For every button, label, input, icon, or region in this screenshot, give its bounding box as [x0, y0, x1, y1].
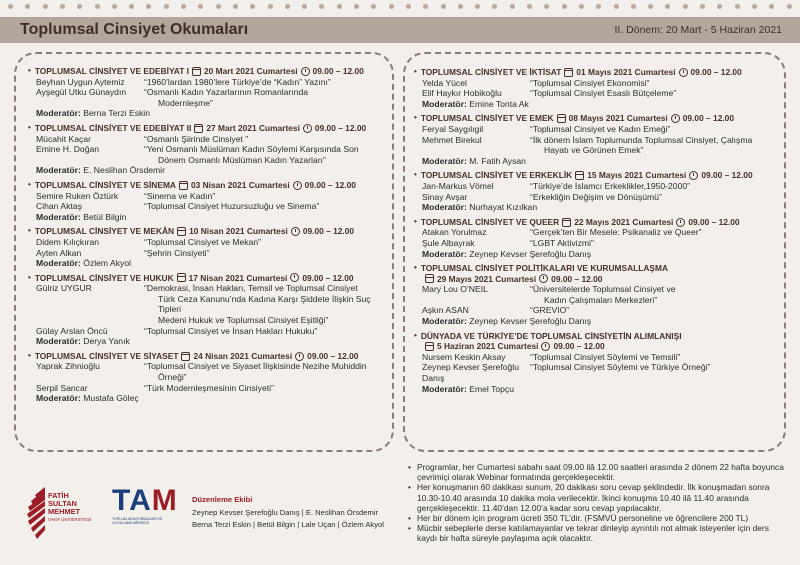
organizing-team	[192, 494, 384, 532]
tam-word-a: TA	[112, 484, 152, 517]
section-title: DÜNYADA VE TÜRKİYE’DE TOPLUMSAL CİNSİYETİN ALIMLANIŞI	[420, 330, 682, 341]
talk-row	[28, 283, 388, 294]
speaker-name	[28, 372, 144, 383]
calendar-icon	[181, 352, 190, 361]
calendar-icon	[562, 218, 571, 227]
talk-row	[414, 135, 784, 146]
talk-row	[28, 77, 388, 88]
talk-title: Türk Ceza Kanunu’nda Kadına Karşı Şiddete İlişkin Suç Tipleri	[158, 293, 371, 315]
speaker-name: Sinay Avşar	[422, 191, 468, 202]
dot	[354, 4, 359, 9]
clock-icon	[295, 352, 304, 361]
moderator-line: Moderatör: M. Fatih Aysan	[422, 155, 526, 166]
speaker-name: Mary Lou O’NEIL	[422, 284, 488, 295]
moderator-line: Moderatör: Özlem Akyol	[36, 258, 132, 269]
note-item: • Her konuşmanın 60 dakikası sunum, 20 dakikası soru cevap şeklindedir. İlk konuşmadan sonra 10.30-10.40 arasında 10 dakika mola verilecektir. İkinci konuşma 10.40 ilâ 11.40 arasında gerçekleşecektir. 11.40’dan 12.00’a kadar soru cevap yapılacaktır.	[408, 482, 788, 513]
bullet-icon: •	[414, 67, 417, 76]
talk-row	[414, 295, 784, 306]
moderator-name: Zeynep Kevser Şerefoğlu Danış	[469, 316, 592, 327]
left-column	[28, 66, 388, 408]
clock-icon	[671, 114, 680, 123]
section-title: TOPLUMSAL CİNSİYET POLİTİKALARI VE KURUMSALLAŞMA	[420, 263, 669, 274]
dot	[648, 4, 653, 9]
talk-title: “Gerçek’ten Bir Mesele: Psikanaliz ve Queer”	[530, 227, 702, 238]
calendar-icon	[425, 342, 434, 351]
section-date: 24 Nisan 2021 Cumartesi	[193, 350, 293, 361]
program-section	[28, 351, 388, 404]
bullet-icon: •	[28, 122, 31, 132]
speaker-name: Mehmet Birekul	[422, 134, 482, 145]
dot	[527, 4, 532, 9]
page-title: Toplumsal Cinsiyet Okumaları	[20, 21, 249, 38]
dot	[787, 4, 792, 9]
bullet-icon: •	[414, 330, 417, 340]
talk-row	[414, 305, 784, 316]
section-header	[414, 217, 784, 228]
clock-icon	[303, 124, 312, 133]
talk-title: “Toplumsal Cinsiyet Ekonomisi”	[530, 77, 650, 88]
bullet-icon: •	[414, 216, 417, 226]
dot	[769, 4, 774, 9]
section-date: 5 Haziran 2021 Cumartesi	[437, 341, 539, 352]
talk-title: “İlk dönem İslam Toplumunda Toplumsal Cinsiyet, Çalışma	[530, 134, 753, 145]
moderator-line: Moderatör: Berna Terzi Eskin	[36, 108, 150, 119]
dot	[25, 4, 30, 9]
dot	[752, 4, 757, 9]
dot	[371, 4, 376, 9]
team-line-1: Zeynep Kevser Şerefoğlu Danış | E. Neslihan Örsdemir	[192, 507, 378, 517]
dot	[164, 4, 169, 9]
section-header-date	[414, 274, 784, 285]
talk-row	[28, 372, 388, 383]
speaker-name: Atakan Yorulmaz	[422, 227, 487, 238]
team-line-2: Berna Terzi Eskin | Betül Bilgin | Lale Uçan | Özlem Akyol	[192, 520, 384, 530]
fsm-line-1: FATİH	[48, 491, 69, 500]
talk-title: “Toplumsal Cinsiyet ve Siyaset İlişkisinde Nezihe Muhiddin	[144, 361, 367, 372]
section-date: 15 Mayıs 2021 Cumartesi	[587, 170, 687, 181]
dot	[544, 4, 549, 9]
right-column	[414, 67, 784, 398]
speaker-name: Şule Albayrak	[422, 237, 475, 248]
talk-row	[414, 78, 784, 89]
section-date: 08 Mayıs 2021 Cumartesi	[568, 113, 668, 124]
dot	[717, 4, 722, 9]
speaker-name: Zeynep Kevser Şerefoğlu Danış	[422, 362, 519, 384]
moderator-name: Özlem Akyol	[83, 258, 132, 269]
section-time: 09.00 – 12.00	[302, 272, 354, 283]
talk-row	[414, 145, 784, 156]
tam-word-m: M	[151, 484, 178, 517]
section-title: TOPLUMSAL CİNSİYET VE QUEER	[420, 216, 560, 227]
speaker-name: Gülriz UYGUR	[36, 283, 92, 294]
speaker-name: Serpil Sancar	[36, 382, 88, 393]
moderator-name: Emel Topçu	[469, 383, 515, 394]
moderator-name: Betül Bilgin	[83, 211, 127, 222]
dot	[492, 4, 497, 9]
talk-row	[28, 155, 388, 166]
section-header	[414, 331, 784, 342]
section-title: TOPLUMSAL CİNSİYET VE HUKUK	[34, 272, 174, 283]
dot	[579, 4, 584, 9]
dot	[129, 4, 134, 9]
bullet-icon: •	[414, 113, 417, 123]
moderator-line: Moderatör: Mustafa Göleç	[36, 393, 139, 404]
section-time: 09.00 – 12.00	[553, 341, 605, 352]
talk-row	[28, 134, 388, 145]
section-time: 09.00 – 12.00	[314, 122, 367, 133]
talk-title: “Osmanlı Kadın Yazarlarının Romanlarında	[144, 87, 308, 98]
dot	[423, 4, 428, 9]
talk-title: “Toplumsal Cinsiyet Esaslı Bütçeleme”	[530, 88, 677, 99]
speaker-name: Ayşegül Utku Günaydın	[36, 87, 127, 98]
dot	[146, 4, 151, 9]
program-section	[414, 170, 784, 212]
talk-title: “Toplumsal Cinsiyet Huzursuzluğu ve Sinema”	[144, 201, 320, 212]
fsm-line-2: SULTAN	[48, 499, 77, 508]
talk-row	[28, 315, 388, 326]
dot	[250, 4, 255, 9]
speaker-name: Didem Kılıçkıran	[36, 236, 100, 247]
note-item: • Programlar, her Cumartesi sabahı saat 09.00 ilâ 12.00 saatleri arasında 2 dönem 22 hafta boyunca çevrimiçi olarak Webinar formatında gerçekleşecektir.	[408, 462, 788, 482]
moderator-line: Moderatör: E. Neslihan Örsdemir	[36, 165, 165, 176]
section-title: TOPLUMSAL CİNSİYET VE İKTİSAT	[420, 67, 562, 77]
dot	[337, 4, 342, 9]
dot	[562, 4, 567, 9]
speaker-name: Jan-Markus Vömel	[422, 180, 494, 191]
term-label: II. Dönem: 20 Mart - 5 Haziran 2021	[614, 24, 782, 36]
moderator-name: Zeynep Kevser Şerefoğlu Danış	[469, 248, 592, 259]
dot	[406, 4, 411, 9]
moderator-line: Moderatör: Emine Tonta Ak	[422, 98, 529, 109]
fsm-sub: VAKIF ÜNİVERSİTESİ	[48, 517, 92, 522]
moderator-name: Berna Terzi Eskin	[83, 108, 150, 119]
speaker-name	[28, 294, 144, 315]
speaker-name: Gülay Arslan Öncü	[36, 325, 108, 336]
talk-title: Hayatı ve Görünen Emek”	[544, 145, 644, 156]
dot	[458, 4, 463, 9]
tam-sub: TOPLUM ARAŞTIRMALARI VE UYGULAMA MERKEZİ	[112, 517, 163, 526]
section-header	[414, 113, 784, 124]
talk-row	[414, 124, 784, 135]
talk-row	[28, 144, 388, 155]
section-time: 09.00 – 12.00	[302, 226, 355, 237]
decorative-dots	[0, 4, 800, 14]
tam-logo	[112, 486, 178, 525]
section-title: TOPLUMSAL CİNSİYET VE ERKEKLİK	[420, 170, 573, 181]
section-title: TOPLUMSAL CİNSİYET VE EMEK	[420, 113, 554, 124]
talk-title: “Osmanlı Şiirinde Cinsiyet ”	[144, 133, 249, 144]
speaker-name: Elif Haykır Hobikoğlu	[422, 88, 502, 99]
section-title: TOPLUMSAL CİNSİYET VE SİYASET	[34, 350, 179, 361]
speaker-name: Aşkın ASAN	[422, 305, 469, 316]
talk-row	[28, 87, 388, 98]
dot	[181, 4, 186, 9]
calendar-icon	[575, 171, 584, 180]
section-header	[414, 263, 784, 274]
section-title: TOPLUMSAL CİNSİYET VE MEKÂN	[34, 226, 175, 237]
dot	[8, 4, 13, 9]
calendar-icon	[177, 273, 186, 282]
talk-title: Dönem Osmanlı Müslüman Kadın Yazarları”	[158, 154, 326, 165]
team-heading: Düzenleme Ekibi	[192, 495, 253, 504]
dot	[700, 4, 705, 9]
section-header	[28, 273, 388, 284]
talk-title: Medeni Hukuk ve Toplumsal Cinsiyet Eşitliği”	[158, 315, 329, 326]
section-date: 22 Mayıs 2021 Cumartesi	[574, 216, 674, 227]
section-date: 03 Nisan 2021 Cumartesi	[190, 179, 290, 190]
talk-title: “Toplumsal Cinsiyet ve İnsan Hakları Hukuku”	[144, 325, 318, 336]
section-time: 09.00 – 12.00	[688, 216, 740, 227]
note-item: • Her bir dönem için program ücreti 350 TL’dir. (FSMVÜ personeline ve öğrencilere 200 TL)	[408, 513, 788, 523]
program-section	[414, 113, 784, 166]
fsm-logo-text	[48, 492, 91, 524]
dot	[198, 4, 203, 9]
bullet-icon: •	[414, 263, 417, 273]
calendar-icon	[564, 68, 573, 77]
section-header	[28, 226, 388, 237]
speaker-name	[28, 98, 144, 109]
talk-row	[414, 227, 784, 238]
section-time: 09.00 – 12.00	[551, 273, 603, 284]
section-header	[414, 170, 784, 181]
talk-row	[414, 362, 784, 383]
dot	[233, 4, 238, 9]
clock-icon	[291, 227, 300, 236]
speaker-name: Mücahit Kaçar	[36, 133, 91, 144]
section-title: TOPLUMSAL CİNSİYET VE SİNEMA	[34, 179, 176, 190]
section-date: 10 Nisan 2021 Cumartesi	[189, 226, 288, 237]
dot	[43, 4, 48, 9]
speaker-name: Emine H. Doğan	[36, 144, 100, 155]
moderator-line: Moderatör: Betül Bilgin	[36, 211, 127, 222]
calendar-icon	[177, 227, 186, 236]
talk-title: Modernleşme”	[158, 97, 213, 108]
talk-title: “GREVIO”	[530, 305, 570, 316]
notes-list	[408, 462, 788, 544]
talk-row	[28, 326, 388, 337]
section-date: 29 Mayıs 2021 Cumartesi	[437, 273, 537, 284]
speaker-name: Yelda Yücel	[422, 77, 467, 88]
talk-title: “Türkiye’de İslamcı Erkeklikler,1950-2000”	[530, 180, 690, 191]
clock-icon	[301, 67, 310, 76]
talk-row	[28, 191, 388, 202]
talk-title: “Sinema ve Kadın”	[144, 190, 216, 201]
talk-row	[414, 352, 784, 363]
moderator-name: Mustafa Göleç	[83, 393, 139, 404]
dot	[631, 4, 636, 9]
section-date: 27 Mart 2021 Cumartesi	[206, 122, 300, 133]
bullet-icon: •	[28, 272, 31, 282]
talk-title: “Demokrasi, İnsan Hakları, Temsil ve Toplumsal Cinsiyet	[144, 283, 358, 294]
section-header	[414, 67, 784, 78]
program-section	[28, 123, 388, 176]
section-time: 09.00 – 12.00	[312, 66, 364, 76]
program-section	[28, 273, 388, 347]
bullet-icon: •	[414, 170, 417, 180]
section-time: 09.00 – 12.00	[682, 113, 734, 124]
talk-row	[414, 192, 784, 203]
moderator-name: Derya Yanık	[83, 336, 130, 347]
moderator-name: Nurhayat Kızılkan	[469, 202, 538, 213]
section-header	[28, 66, 388, 77]
dot	[510, 4, 515, 9]
talk-title: “Toplumsal Cinsiyet ve Kadın Emeği”	[530, 123, 671, 134]
speaker-name: Nursem Keskin Aksay	[422, 351, 506, 362]
calendar-icon	[425, 274, 434, 283]
moderator-line: Moderatör: Zeynep Kevser Şerefoğlu Danış	[422, 316, 592, 327]
talk-title: “Şehrin Cinsiyeti”	[144, 247, 210, 258]
dot	[665, 4, 670, 9]
program-section	[414, 67, 784, 109]
section-time: 09.00 – 12.00	[690, 67, 742, 77]
section-date: 20 Mart 2021 Cumartesi	[204, 66, 298, 76]
section-title: TOPLUMSAL CİNSİYET VE EDEBİYAT I	[34, 66, 189, 76]
talk-row	[28, 98, 388, 109]
calendar-icon	[194, 124, 203, 133]
dot	[596, 4, 601, 9]
section-title: TOPLUMSAL CİNSİYET VE EDEBİYAT II	[34, 122, 192, 133]
dot	[112, 4, 117, 9]
speaker-name	[28, 155, 144, 166]
moderator-line: Moderatör: Zeynep Kevser Şerefoğlu Danış	[422, 248, 592, 259]
note-item: • Mücbir sebeplerle derse katılamayanlar ve tekrar dinleyip ayrıntılı not almak isteyenler için ders kaydı bir hafta süreyle paylaşıma açık olacaktır.	[408, 523, 788, 543]
dot	[441, 4, 446, 9]
talk-title: “Toplumsal Cinsiyet Söylemi ve Türkiye Örneği”	[530, 362, 711, 373]
talk-row	[28, 248, 388, 259]
speaker-name: Ayten Alkan	[36, 247, 82, 258]
talk-title: “Yeni Osmanlı Müslüman Kadın Söylemi Karşısında Son	[144, 144, 359, 155]
talk-title: Kadın Çalışmaları Merkezleri”	[544, 294, 658, 305]
dot	[683, 4, 688, 9]
clock-icon	[539, 274, 548, 283]
clock-icon	[290, 273, 299, 282]
calendar-icon	[179, 181, 188, 190]
speaker-name	[28, 315, 144, 326]
moderator-line: Moderatör: Nurhayat Kızılkan	[422, 202, 538, 213]
talk-title: “Toplumsal Cinsiyet Söylemi ve Temsili”	[530, 351, 681, 362]
dot	[302, 4, 307, 9]
talk-row	[28, 294, 388, 315]
talk-row	[28, 361, 388, 372]
program-section	[414, 263, 784, 327]
calendar-icon	[192, 67, 201, 76]
dot	[268, 4, 273, 9]
moderator-line: Moderatör: Emel Topçu	[422, 383, 515, 394]
moderator-name: Emine Tonta Ak	[469, 98, 529, 109]
bullet-icon: •	[28, 226, 31, 236]
clock-icon	[679, 68, 688, 77]
program-section	[28, 226, 388, 268]
talk-row	[414, 238, 784, 249]
section-header	[28, 180, 388, 191]
calendar-icon	[557, 114, 566, 123]
speaker-name: Yaprak Zihnioğlu	[36, 361, 100, 372]
moderator-name: E. Neslihan Örsdemir	[83, 165, 165, 176]
moderator-name: M. Fatih Aysan	[469, 155, 526, 166]
speaker-name: Feryal Saygılıgil	[422, 123, 484, 134]
talk-title: “Türk Modernleşmesinin Cinsiyeti”	[144, 382, 274, 393]
clock-icon	[676, 218, 685, 227]
bullet-icon: •	[28, 179, 31, 189]
talk-title: “LGBT Aktivizmi”	[530, 237, 594, 248]
section-header-date	[414, 341, 784, 352]
dot	[77, 4, 82, 9]
dot	[285, 4, 290, 9]
dot	[216, 4, 221, 9]
talk-row	[28, 383, 388, 394]
program-section	[414, 331, 784, 395]
section-time: 09.00 – 12.00	[307, 350, 359, 361]
speaker-name: Semire Ruken Öztürk	[36, 190, 119, 201]
speaker-name: Cihan Aktaş	[36, 201, 82, 212]
speaker-name	[414, 295, 530, 306]
dot	[389, 4, 394, 9]
talk-row	[414, 181, 784, 192]
program-section	[28, 180, 388, 222]
dot	[60, 4, 65, 9]
talk-row	[28, 237, 388, 248]
clock-icon	[541, 342, 550, 351]
dot	[735, 4, 740, 9]
section-date: 01 Mayıs 2021 Cumartesi	[576, 67, 676, 77]
talk-title: “Erkekliğin Değişim ve Dönüşümü”	[530, 191, 662, 202]
talk-title: “1960’lardan 1980’lere Türkiye’de “Kadın” Yazını”	[144, 76, 331, 87]
talk-row	[28, 201, 388, 212]
bullet-icon: •	[28, 66, 31, 75]
dot	[475, 4, 480, 9]
talk-title: “Üniversitelerde Toplumsal Cinsiyet ve	[530, 284, 676, 295]
speaker-name: Beyhan Uygun Aytemiz	[36, 76, 125, 87]
program-section	[28, 66, 388, 119]
dot	[614, 4, 619, 9]
bullet-icon: •	[28, 350, 31, 360]
moderator-line: Moderatör: Derya Yanık	[36, 336, 130, 347]
fsm-line-3: MEHMET	[48, 507, 81, 516]
dot	[95, 4, 100, 9]
dot	[319, 4, 324, 9]
talk-row	[414, 284, 784, 295]
speaker-name	[414, 145, 530, 156]
talk-title: Örneği”	[158, 372, 187, 383]
clock-icon	[689, 171, 698, 180]
clock-icon	[293, 181, 302, 190]
talk-row	[414, 88, 784, 99]
section-date: 17 Nisan 2021 Cumartesi	[188, 272, 288, 283]
program-section	[414, 217, 784, 259]
section-header	[28, 351, 388, 362]
talk-title: “Toplumsal Cinsiyet ve Mekan”	[144, 236, 262, 247]
section-time: 09.00 – 12.00	[304, 179, 356, 190]
section-time: 09.00 – 12.00	[701, 170, 753, 181]
section-header	[28, 123, 388, 134]
